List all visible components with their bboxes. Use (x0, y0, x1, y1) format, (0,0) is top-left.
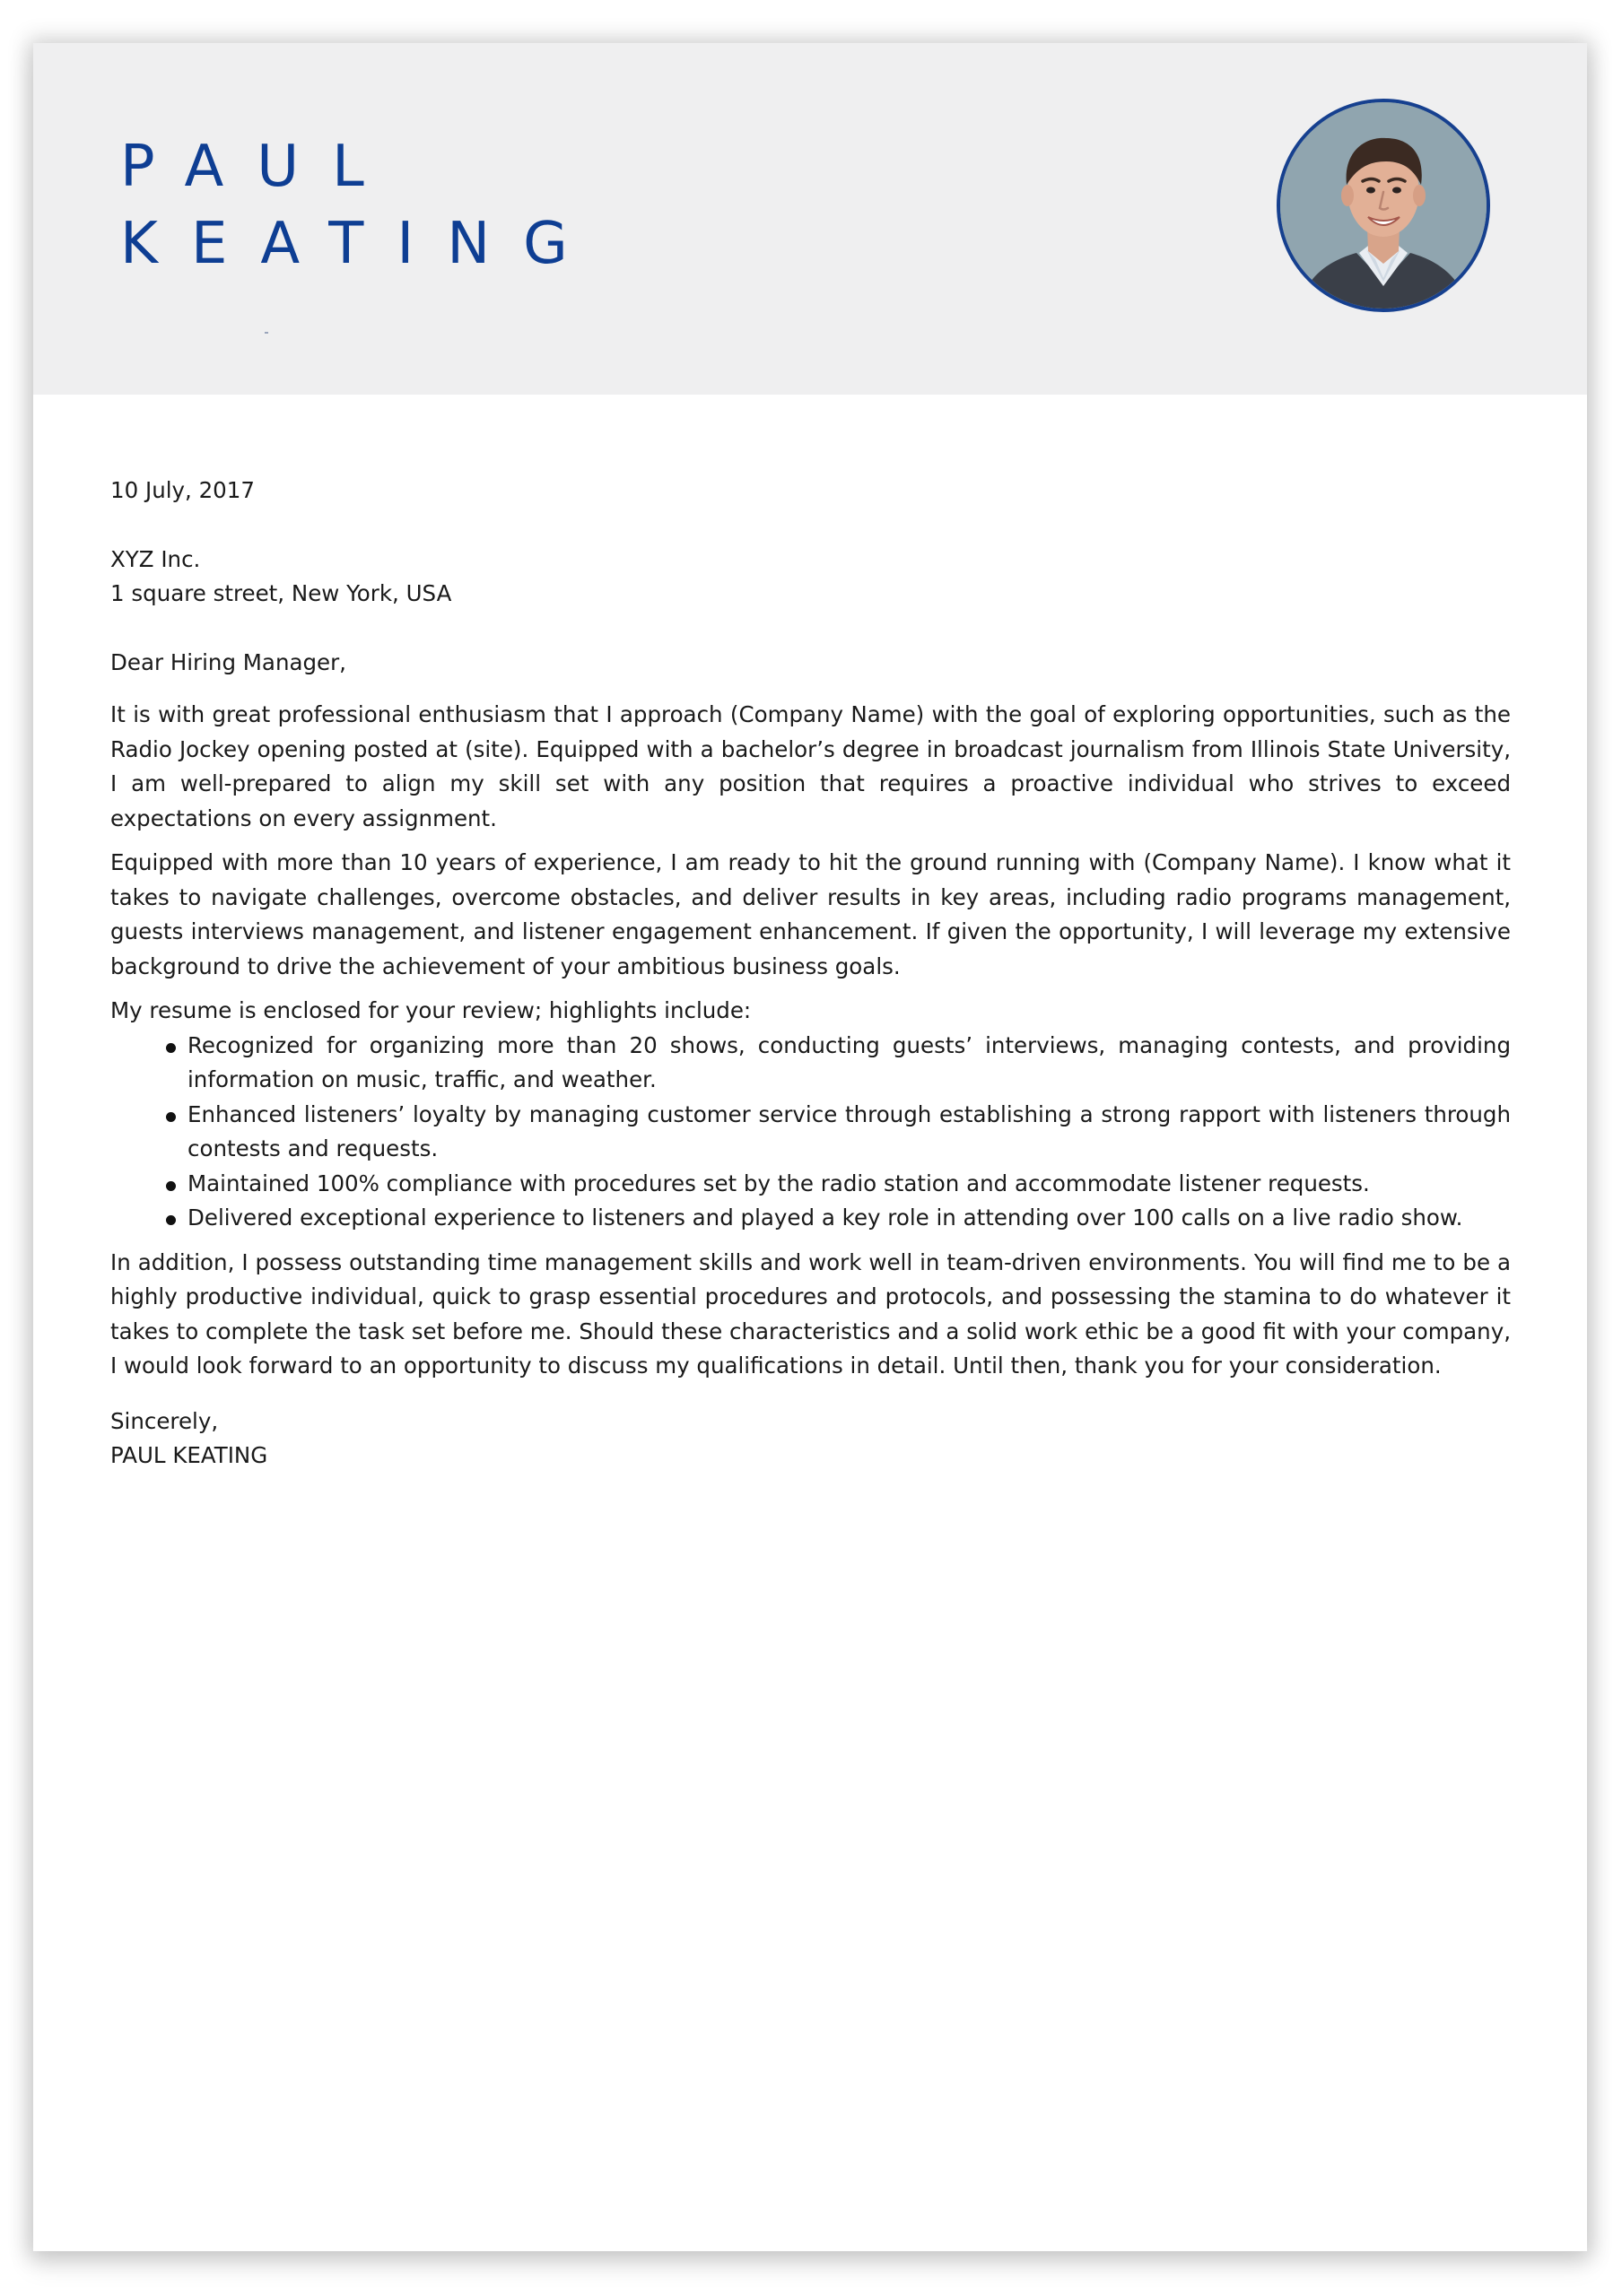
recipient-address (110, 543, 1511, 612)
salutation: Dear Hiring Manager, (110, 648, 346, 675)
letter-page (33, 43, 1587, 2251)
last-name: KEATING (120, 211, 601, 277)
first-name: PAUL (120, 134, 397, 200)
letter-date: 10 July, 2017 (110, 477, 255, 503)
letter-header (33, 43, 1587, 395)
highlights-list (110, 1029, 1511, 1236)
profile-photo (1277, 99, 1490, 312)
signature: PAUL KEATING (110, 1442, 268, 1468)
sign-off: Sincerely, (110, 1407, 219, 1434)
body-paragraph: It is with great professional enthusiasm that I approach (Company Name) with the goal of exploring opportunities, such as the Radio Jockey opening posted at (site). Equipped with a bachelor’s degree in broadcast journalism from Illinois State University, I am well-prepared to align my skill set with any position that requires a proactive individual who strives to exceed expectations on every assignment. (110, 701, 1511, 831)
closing-block (110, 1405, 1511, 1474)
highlight-item: Recognized for organizing more than 20 shows, conducting guests’ interviews, managing contests, and providing information on music, traffic, and weather. (187, 1029, 1511, 1098)
closing-paragraph: In addition, I possess outstanding time management skills and work well in team-driven environments. You will find me to be a highly productive individual, quick to grasp essential procedures and protocols, and possessing the stamina to do whatever it takes to complete the task set before me. Should these characteristics and a solid work ethic be a good fit with your company, I would look forward to an opportunity to discuss my qualifications in detail. Until then, thank you for your consideration. (110, 1248, 1511, 1378)
highlights-intro: My resume is enclosed for your review; highlights include: (110, 997, 752, 1023)
highlight-item: Delivered exceptional experience to listeners and played a key role in attending over 100 calls on a live radio show. (187, 1201, 1511, 1236)
profile-photo-icon (1280, 102, 1487, 309)
highlight-item: Enhanced listeners’ loyalty by managing customer service through establishing a strong rapport with listeners through contests and requests. (187, 1098, 1511, 1167)
body-paragraph: Equipped with more than 10 years of experience, I am ready to hit the ground running with (Company Name). I know what it takes to navigate challenges, overcome obstacles, and deliver results in key areas, including radio programs management, guests interviews management, and listener engagement enhancement. If given the opportunity, I will leverage my extensive background to drive the achievement of your ambitious business goals. (110, 849, 1511, 979)
header-dot (265, 332, 268, 334)
highlight-item: Maintained 100% compliance with procedures set by the radio station and accommodate listener requests. (187, 1167, 1511, 1202)
recipient-company: XYZ Inc. (110, 545, 201, 572)
letter-body (110, 474, 1511, 1474)
recipient-street: 1 square street, New York, USA (110, 580, 452, 606)
